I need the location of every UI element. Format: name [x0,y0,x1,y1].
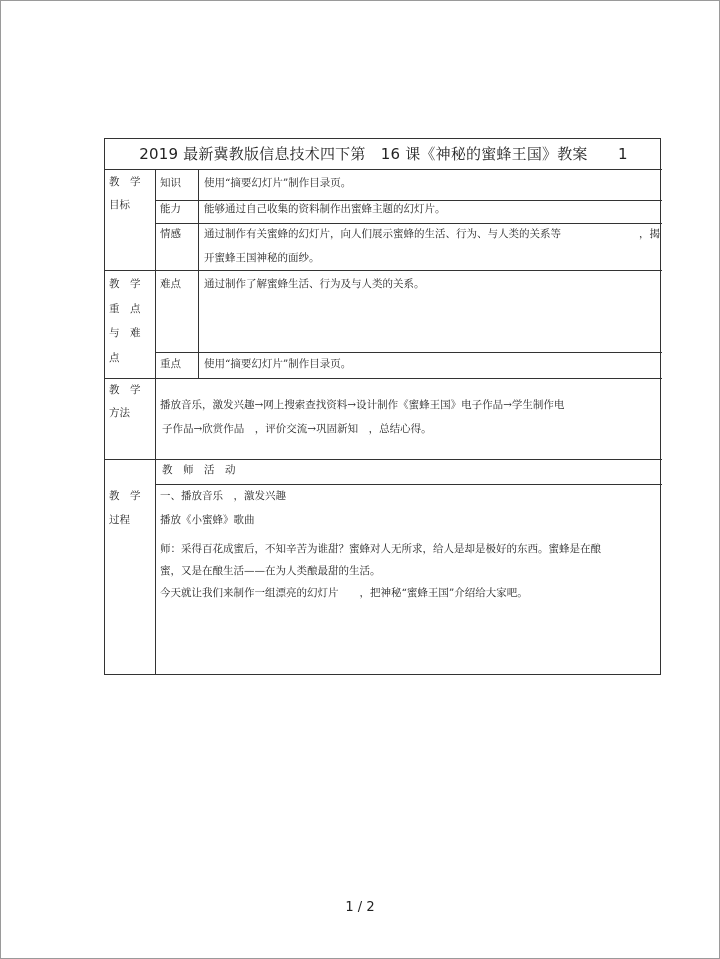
process-label-2: 过程 [109,514,130,526]
process-teacher-line2: 蜜，又是在酿生活——在为人类酿最甜的生活。 [160,565,381,577]
row-divider [155,200,662,201]
goals-label: 教 学 [109,176,141,188]
focus-label-2: 重 点 [109,303,141,315]
goal-value-emotion-line1-end: ，揭 [639,228,660,240]
goal-key-knowledge: 知识 [160,177,181,189]
process-header: 教 师 活 动 [162,464,236,476]
focus-label-4: 点 [109,352,120,364]
method-line2: 子作品→欣赏作品 ，评价交流→巩固新知 ，总结心得。 [162,423,432,435]
document-title: 2019 最新冀教版信息技术四下第 16 课《神秘的蜜蜂王国》教案 1 [139,145,628,163]
method-line1: 播放音乐，激发兴趣→网上搜索查找资料→设计制作《蜜蜂王国》电子作品→学生制作电 [160,399,565,411]
row-divider [105,378,662,379]
focus-label-1: 教 学 [109,278,141,290]
page-number: 1 / 2 [345,900,375,915]
row-divider [105,459,662,460]
key-point-key: 重点 [160,358,181,370]
row-divider [105,270,662,271]
row-divider [105,169,662,170]
row-divider [155,484,662,485]
col-divider [155,169,156,270]
process-teacher-line1: 师：采得百花成蜜后，不知辛苦为谁甜？蜜蜂对人无所求，给人是却是极好的东西。蜜蜂是在酿 [160,543,601,555]
process-today-line: 今天就让我们来制作一组漂亮的幻灯片 ，把神秘“蜜蜂王国”介绍给大家吧。 [160,587,528,599]
goal-value-knowledge: 使用“摘要幻灯片”制作目录页。 [204,177,352,189]
goal-key-ability: 能力 [160,203,181,215]
lesson-plan-table [104,138,661,675]
row-divider [155,223,662,224]
process-step1-detail: 播放《小蜜蜂》歌曲 [160,514,255,526]
goal-value-ability: 能够通过自己收集的资料制作出蜜蜂主题的幻灯片。 [204,203,446,215]
method-label: 教 学 [109,384,141,396]
col-divider [155,459,156,675]
process-label: 教 学 [109,490,141,502]
col-divider [198,169,199,270]
row-divider [155,352,662,353]
process-step1: 一、播放音乐 ，激发兴趣 [160,490,286,502]
goal-key-emotion: 情感 [160,228,181,240]
col-divider [155,270,156,378]
goal-value-emotion-line2: 开蜜蜂王国神秘的面纱。 [204,252,320,264]
method-label-2: 方法 [109,407,130,419]
goal-value-emotion-line1: 通过制作有关蜜蜂的幻灯片，向人们展示蜜蜂的生活、行为、与人类的关系等 [204,228,561,240]
goals-label-2: 目标 [109,199,130,211]
col-divider [155,378,156,459]
difficulty-value: 通过制作了解蜜蜂生活、行为及与人类的关系。 [204,278,425,290]
key-point-value: 使用“摘要幻灯片”制作目录页。 [204,358,352,370]
focus-label-3: 与 难 [109,327,141,339]
difficulty-key: 难点 [160,278,181,290]
col-divider [198,270,199,378]
